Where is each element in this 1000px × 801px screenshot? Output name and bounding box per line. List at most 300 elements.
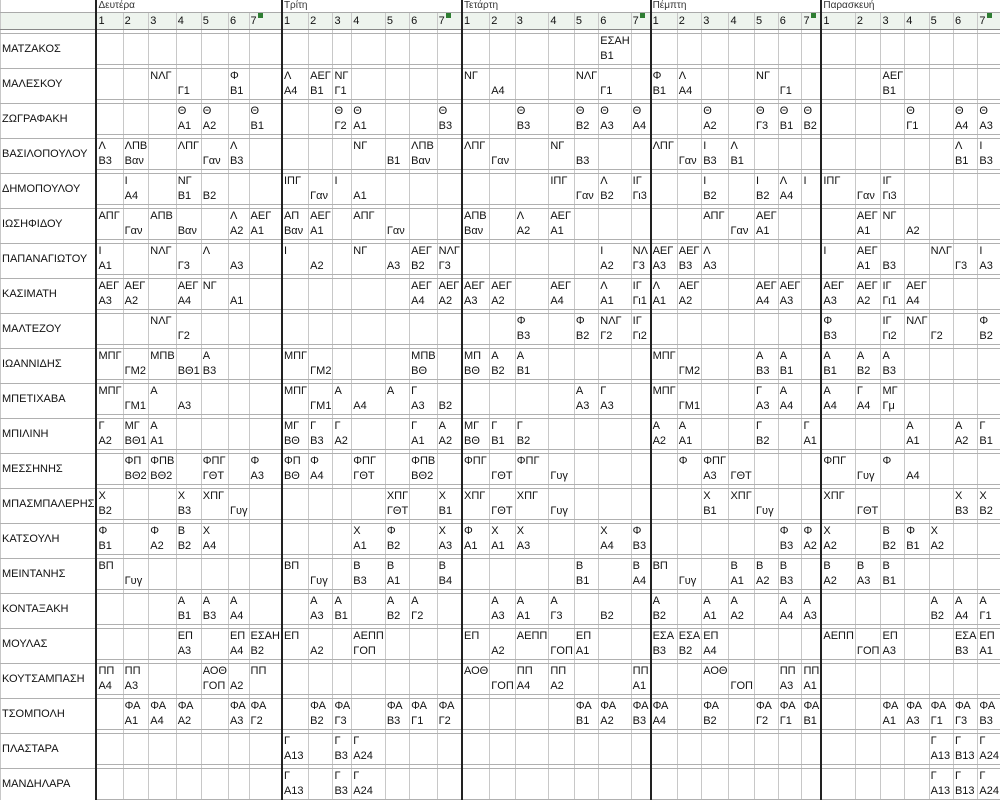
class-cell[interactable] [462,84,490,100]
subject-cell[interactable]: Θ [599,104,631,120]
class-cell[interactable] [462,399,490,415]
class-cell[interactable]: Α2 [490,644,516,660]
class-cell[interactable]: Α4 [201,539,228,555]
subject-cell[interactable] [778,244,802,260]
class-cell[interactable]: Γ1 [929,714,953,730]
subject-cell[interactable] [228,244,249,260]
class-cell[interactable] [228,749,249,765]
subject-cell[interactable]: Α [201,349,228,365]
class-cell[interactable] [821,679,855,695]
subject-cell[interactable] [631,139,650,155]
class-cell[interactable]: Α2 [437,294,462,310]
class-cell[interactable]: Γ1 [410,714,437,730]
teacher-name[interactable]: ΠΛΑΣΤΑΡΑ [1,734,97,765]
class-cell[interactable] [702,679,729,695]
class-cell[interactable]: Β1 [778,119,802,135]
class-cell[interactable]: Γ2 [333,119,352,135]
class-cell[interactable] [651,364,678,380]
teacher-name[interactable]: ΜΕΙΝΤΑΝΗΣ [1,559,97,590]
class-cell[interactable]: Β3 [651,644,678,660]
class-cell[interactable] [149,504,176,520]
subject-cell[interactable] [490,664,516,680]
class-cell[interactable] [123,784,149,800]
class-cell[interactable] [96,364,123,380]
subject-cell[interactable] [201,139,228,155]
subject-cell[interactable] [385,244,409,260]
subject-cell[interactable] [149,279,176,295]
subject-cell[interactable] [729,524,755,540]
subject-cell[interactable] [228,279,249,295]
class-cell[interactable]: Α4 [228,609,249,625]
subject-cell[interactable] [574,734,598,750]
class-cell[interactable] [333,224,352,240]
subject-cell[interactable] [729,244,755,260]
subject-cell[interactable]: ΙΓ [631,174,650,190]
class-cell[interactable] [599,469,631,485]
subject-cell[interactable]: Β [176,524,201,540]
class-cell[interactable] [905,574,929,590]
class-cell[interactable]: Α2 [729,609,755,625]
class-cell[interactable] [437,609,462,625]
subject-cell[interactable]: ΝΓ [881,209,905,225]
subject-cell[interactable]: ΝΛΓ [599,314,631,330]
subject-cell[interactable]: Γ [490,419,516,435]
class-cell[interactable] [282,119,309,135]
subject-cell[interactable]: Α [515,349,549,365]
class-cell[interactable] [821,784,855,800]
class-cell[interactable] [333,329,352,345]
class-cell[interactable] [309,679,333,695]
class-cell[interactable] [201,294,228,310]
subject-cell[interactable] [677,734,701,750]
subject-cell[interactable]: Α [702,594,729,610]
class-cell[interactable]: Α4 [905,294,929,310]
class-cell[interactable]: Β3 [978,154,1000,170]
subject-cell[interactable] [821,104,855,120]
subject-cell[interactable] [228,34,249,50]
class-cell[interactable] [677,714,701,730]
subject-cell[interactable] [282,699,309,715]
class-cell[interactable]: ΓΜ2 [123,364,149,380]
day-header[interactable]: Δευτέρα [96,0,282,13]
class-cell[interactable] [631,434,650,450]
subject-cell[interactable] [821,769,855,785]
class-cell[interactable]: ΓΘΤ [490,469,516,485]
class-cell[interactable] [96,644,123,660]
class-cell[interactable]: Β1 [881,84,905,100]
class-cell[interactable] [729,644,755,660]
class-cell[interactable] [176,784,201,800]
class-cell[interactable] [929,399,953,415]
class-cell[interactable] [549,84,575,100]
subject-cell[interactable] [905,69,929,85]
subject-cell[interactable] [228,664,249,680]
subject-cell[interactable] [333,34,352,50]
class-cell[interactable]: Α2 [437,434,462,450]
class-cell[interactable]: Α4 [702,644,729,660]
class-cell[interactable] [574,784,598,800]
class-cell[interactable] [651,574,678,590]
class-cell[interactable] [631,644,650,660]
subject-cell[interactable] [929,629,953,645]
class-cell[interactable] [778,224,802,240]
subject-cell[interactable] [490,384,516,400]
class-cell[interactable]: Β2 [677,644,701,660]
class-cell[interactable] [437,679,462,695]
subject-cell[interactable]: Α [201,594,228,610]
class-cell[interactable] [309,294,333,310]
class-cell[interactable] [549,399,575,415]
period-number[interactable]: 2 [855,13,881,30]
class-cell[interactable]: Α1 [802,679,821,695]
subject-cell[interactable] [881,139,905,155]
class-cell[interactable] [802,574,821,590]
class-cell[interactable] [549,714,575,730]
subject-cell[interactable] [309,174,333,190]
subject-cell[interactable]: ΠΠ [515,664,549,680]
class-cell[interactable] [702,329,729,345]
class-cell[interactable]: Γ2 [176,329,201,345]
subject-cell[interactable] [249,384,282,400]
class-cell[interactable] [352,224,386,240]
subject-cell[interactable]: ΑΕΓ [123,279,149,295]
subject-cell[interactable] [953,69,977,85]
subject-cell[interactable]: Γ [333,419,352,435]
subject-cell[interactable]: Φ [385,524,409,540]
class-cell[interactable] [729,84,755,100]
subject-cell[interactable] [905,454,929,470]
subject-cell[interactable] [149,629,176,645]
subject-cell[interactable] [802,734,821,750]
subject-cell[interactable]: ΝΓ [755,69,779,85]
class-cell[interactable]: Α13 [282,784,309,800]
subject-cell[interactable]: ΑΕΓ [410,244,437,260]
class-cell[interactable]: Β3 [201,364,228,380]
class-cell[interactable]: Α3 [228,259,249,275]
subject-cell[interactable]: Α [821,349,855,365]
class-cell[interactable] [978,539,1000,555]
subject-cell[interactable] [515,174,549,190]
class-cell[interactable] [282,679,309,695]
subject-cell[interactable] [228,104,249,120]
subject-cell[interactable] [881,489,905,505]
subject-cell[interactable] [352,664,386,680]
subject-cell[interactable]: ΑΟΘ [202,665,227,677]
class-cell[interactable]: Γαν [855,189,881,205]
class-cell[interactable] [515,154,549,170]
subject-cell[interactable] [574,664,598,680]
class-cell[interactable] [599,749,631,765]
class-cell[interactable] [462,644,490,660]
subject-cell[interactable] [729,769,755,785]
class-cell[interactable] [309,49,333,65]
class-cell[interactable] [96,399,123,415]
class-cell[interactable]: Β3 [176,504,201,520]
class-cell[interactable] [515,749,549,765]
subject-cell[interactable] [515,34,549,50]
subject-cell[interactable]: ΑΕΓ [490,279,516,295]
subject-cell[interactable] [385,209,409,225]
class-cell[interactable]: Α3 [176,399,201,415]
subject-cell[interactable] [333,279,352,295]
class-cell[interactable] [702,364,729,380]
class-cell[interactable] [677,49,701,65]
subject-cell[interactable] [96,769,123,785]
class-cell[interactable] [176,154,201,170]
class-cell[interactable] [385,119,409,135]
class-cell[interactable] [855,84,881,100]
class-cell[interactable] [228,469,249,485]
class-cell[interactable] [574,469,598,485]
subject-cell[interactable]: Θ [978,104,1000,120]
subject-cell[interactable] [201,559,228,575]
subject-cell[interactable]: ΦΑ [334,700,351,712]
class-cell[interactable]: Α1 [855,224,881,240]
subject-cell[interactable] [490,454,516,470]
subject-cell[interactable]: ΦΑ [929,699,953,715]
subject-cell[interactable] [490,489,516,505]
subject-cell[interactable]: Λ [201,244,228,260]
class-cell[interactable]: Α24 [978,784,1000,800]
subject-cell[interactable]: ΦΑ [631,699,650,715]
class-cell[interactable]: Β2 [176,539,201,555]
subject-cell[interactable]: ΛΠΓ [462,139,490,155]
class-cell[interactable]: Β2 [574,329,598,345]
subject-cell[interactable] [821,699,855,715]
subject-cell[interactable] [385,419,409,435]
subject-cell[interactable]: ΜΠΓ [98,385,122,397]
class-cell[interactable]: ΓΜ1 [677,399,701,415]
class-cell[interactable]: Α2 [755,574,779,590]
subject-cell[interactable] [677,209,701,225]
class-cell[interactable] [549,784,575,800]
subject-cell[interactable] [905,34,929,50]
class-cell[interactable] [309,784,333,800]
class-cell[interactable] [599,644,631,660]
class-cell[interactable] [855,714,881,730]
subject-cell[interactable] [515,559,549,575]
period-number[interactable]: 2 [309,13,333,30]
class-cell[interactable] [96,189,123,205]
class-cell[interactable] [549,49,575,65]
class-cell[interactable] [149,574,176,590]
subject-cell[interactable] [249,69,282,85]
class-cell[interactable] [953,399,977,415]
class-cell[interactable] [702,294,729,310]
subject-cell[interactable] [123,524,149,540]
subject-cell[interactable] [249,419,282,435]
subject-cell[interactable] [309,734,333,750]
period-number[interactable]: 6 [953,13,977,30]
subject-cell[interactable]: ΕΠ [574,629,598,645]
class-cell[interactable] [282,539,309,555]
subject-cell[interactable] [385,69,409,85]
class-cell[interactable] [729,294,755,310]
class-cell[interactable]: Β1 [821,364,855,380]
class-cell[interactable] [549,574,575,590]
class-cell[interactable] [410,84,437,100]
period-number[interactable]: 7 [631,13,650,30]
subject-cell[interactable]: Φ [821,314,855,330]
subject-cell[interactable] [333,244,352,260]
class-cell[interactable]: Β3 [437,119,462,135]
class-cell[interactable] [515,784,549,800]
subject-cell[interactable]: ΜΠΓ [98,350,122,362]
class-cell[interactable]: Γ3 [437,259,462,275]
class-cell[interactable]: Α2 [905,224,929,240]
period-number[interactable]: 5 [574,13,598,30]
subject-cell[interactable]: ΑΠΒ [462,209,490,225]
subject-cell[interactable]: ΙΓ [881,174,905,190]
subject-cell[interactable]: Θ [352,104,386,120]
subject-cell[interactable]: ΦΑ [881,699,905,715]
class-cell[interactable]: Β2 [755,189,779,205]
subject-cell[interactable]: Φ [651,69,678,85]
subject-cell[interactable]: ΑΕΓ [855,244,881,260]
subject-cell[interactable]: Χ [821,524,855,540]
subject-cell[interactable]: Φ [149,524,176,540]
subject-cell[interactable] [437,34,462,50]
subject-cell[interactable]: ΦΑ [953,699,977,715]
class-cell[interactable] [929,644,953,660]
subject-cell[interactable] [96,699,123,715]
class-cell[interactable] [929,49,953,65]
class-cell[interactable] [651,749,678,765]
subject-cell[interactable] [309,559,333,575]
subject-cell[interactable]: ΕΣΑΗ [600,35,630,47]
subject-cell[interactable]: Α [385,594,409,610]
class-cell[interactable] [333,399,352,415]
class-cell[interactable] [228,434,249,450]
class-cell[interactable] [249,749,282,765]
class-cell[interactable]: Β2 [385,609,409,625]
subject-cell[interactable] [385,629,409,645]
class-cell[interactable] [490,574,516,590]
class-cell[interactable] [282,329,309,345]
subject-cell[interactable] [729,664,755,680]
class-cell[interactable]: Β3 [778,574,802,590]
subject-cell[interactable] [123,244,149,260]
subject-cell[interactable] [778,34,802,50]
subject-cell[interactable]: ΕΠ [881,629,905,645]
class-cell[interactable] [176,469,201,485]
class-cell[interactable] [929,259,953,275]
subject-cell[interactable] [881,419,905,435]
class-cell[interactable]: Α2 [953,434,977,450]
class-cell[interactable] [149,84,176,100]
class-cell[interactable]: Γαν [490,154,516,170]
subject-cell[interactable] [905,139,929,155]
teacher-name[interactable]: ΤΣΟΜΠΟΛΗ [1,699,97,730]
class-cell[interactable]: Β13 [953,749,977,765]
class-cell[interactable]: Α3 [515,539,549,555]
subject-cell[interactable] [462,769,490,785]
subject-cell[interactable]: Γ [309,419,333,435]
class-cell[interactable]: Β1 [574,714,598,730]
subject-cell[interactable] [490,174,516,190]
subject-cell[interactable]: ΕΠ [176,629,201,645]
subject-cell[interactable] [821,69,855,85]
class-cell[interactable]: Γ3 [176,259,201,275]
class-cell[interactable] [352,714,386,730]
subject-cell[interactable] [333,209,352,225]
class-cell[interactable]: Α4 [549,294,575,310]
class-cell[interactable]: Α1 [385,574,409,590]
class-cell[interactable]: ΒΘ [462,364,490,380]
subject-cell[interactable] [702,734,729,750]
class-cell[interactable]: Β2 [96,504,123,520]
class-cell[interactable]: Β1 [802,714,821,730]
subject-cell[interactable] [953,244,977,260]
subject-cell[interactable] [515,69,549,85]
subject-cell[interactable] [651,769,678,785]
class-cell[interactable] [549,259,575,275]
subject-cell[interactable] [574,279,598,295]
subject-cell[interactable] [929,104,953,120]
class-cell[interactable]: Α3 [978,259,1000,275]
subject-cell[interactable] [599,629,631,645]
class-cell[interactable]: Β3 [352,574,386,590]
subject-cell[interactable] [201,419,228,435]
subject-cell[interactable] [599,734,631,750]
subject-cell[interactable] [410,314,437,330]
subject-cell[interactable] [385,314,409,330]
class-cell[interactable] [978,49,1000,65]
subject-cell[interactable] [549,629,575,645]
class-cell[interactable] [96,784,123,800]
class-cell[interactable] [702,574,729,590]
class-cell[interactable] [821,609,855,625]
class-cell[interactable]: Α4 [631,119,650,135]
subject-cell[interactable] [333,664,352,680]
class-cell[interactable] [905,504,929,520]
subject-cell[interactable] [309,139,333,155]
subject-cell[interactable]: Χ [929,524,953,540]
class-cell[interactable] [855,679,881,695]
subject-cell[interactable]: ΦΠΓ [821,454,855,470]
subject-cell[interactable] [574,419,598,435]
class-cell[interactable]: Β1 [176,609,201,625]
class-cell[interactable] [96,49,123,65]
class-cell[interactable] [123,749,149,765]
class-cell[interactable] [410,679,437,695]
class-cell[interactable]: Α3 [778,294,802,310]
subject-cell[interactable]: Ι [96,244,123,260]
class-cell[interactable] [651,399,678,415]
subject-cell[interactable]: ΦΠΓ [702,454,729,470]
day-header[interactable]: Τρίτη [282,0,462,13]
class-cell[interactable]: Α13 [929,749,953,765]
subject-cell[interactable] [631,454,650,470]
class-cell[interactable] [249,574,282,590]
subject-cell[interactable] [821,34,855,50]
subject-cell[interactable]: ΜΠΒ [150,350,175,362]
teacher-name[interactable]: ΜΑΝΔΗΛΑΡΑ [1,769,97,800]
class-cell[interactable] [905,784,929,800]
class-cell[interactable] [821,504,855,520]
subject-cell[interactable]: Α [309,594,333,610]
class-cell[interactable] [385,364,409,380]
class-cell[interactable] [729,329,755,345]
subject-cell[interactable] [978,664,1000,680]
subject-cell[interactable] [549,244,575,260]
subject-cell[interactable] [490,244,516,260]
class-cell[interactable]: ΒΘ2 [123,469,149,485]
class-cell[interactable]: Α4 [821,399,855,415]
class-cell[interactable] [96,329,123,345]
subject-cell[interactable] [249,349,282,365]
class-cell[interactable] [677,119,701,135]
